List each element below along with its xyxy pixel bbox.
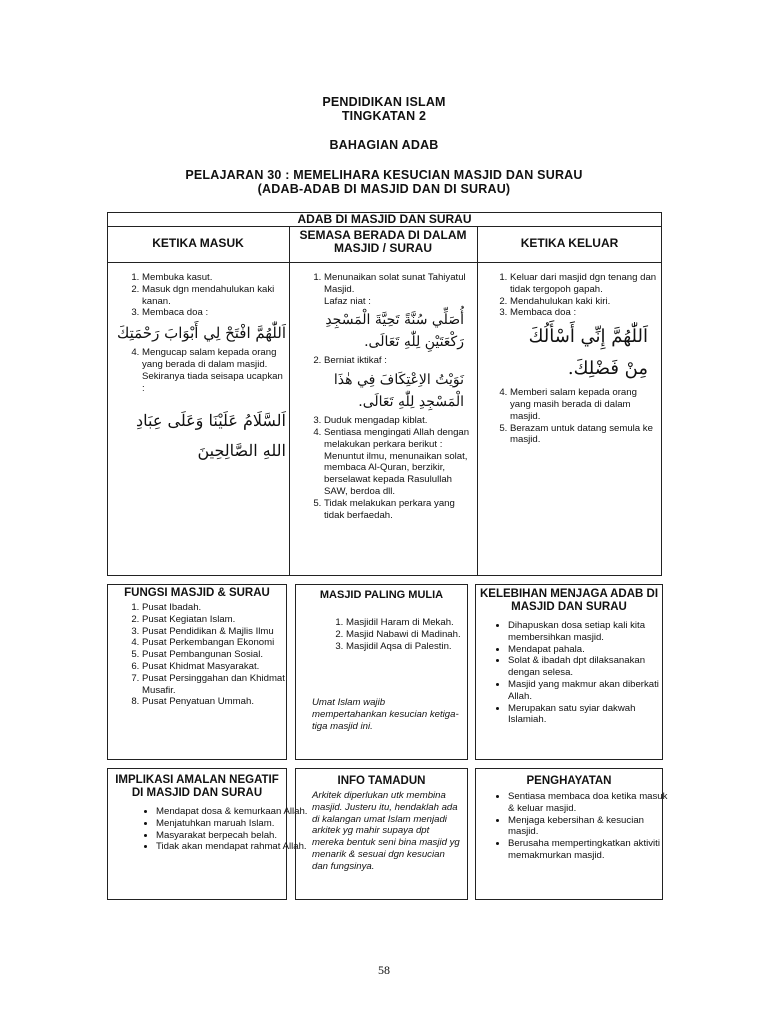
list-item: 2. Pusat Kegiatan Islam. (142, 614, 318, 626)
list-item: 1. Keluar dari masjid dgn tenang dan tidak tergopoh gapah. (510, 272, 660, 296)
page-number: 58 (378, 963, 390, 977)
list-item: 3. Membaca doa : (510, 307, 660, 319)
list-item: 3. Duduk mengadap kiblat. (324, 415, 474, 427)
section-title: BAHAGIAN ADAB (329, 138, 439, 152)
list-item: 5. Tidak melakukan perkara yang tidak berfaedah. (324, 498, 474, 522)
tamadun-title: INFO TAMADUN (337, 775, 426, 787)
box-masjid-paling-mulia (295, 584, 468, 760)
arabic-doa-keluar: اَللّٰهُمَّ إِنِّي أَسْأَلُكَ مِنْ فَضْلِكَ. (528, 326, 648, 380)
list-item: 1. Masjidil Haram di Mekah. (346, 617, 496, 629)
column-masuk (108, 272, 286, 468)
list-item: • Sentiasa membaca doa ketika masuk & keluar masjid. (508, 791, 676, 815)
list-item: 2. Masuk dgn mendahulukan kaki kanan. (142, 284, 286, 308)
column-berada (290, 272, 474, 521)
list-item: • Dihapuskan dosa setiap kali kita membersihkan masjid. (508, 620, 670, 644)
subject-title: PENDIDIKAN ISLAM (322, 95, 446, 109)
heading-ketika-keluar: KETIKA KELUAR (520, 236, 619, 250)
penghayatan-title: PENGHAYATAN (526, 775, 612, 787)
list-item: 4. Pusat Perkembangan Ekonomi (142, 637, 318, 649)
list-item: 3. Masjidil Aqsa di Palestin. (346, 641, 496, 653)
box-kelebihan (475, 584, 663, 760)
lesson-subtitle: (ADAB-ADAB DI MASJID DAN DI SURAU) (257, 182, 511, 196)
heading-ketika-masuk: KETIKA MASUK (152, 236, 244, 250)
zikir-detail: Menuntut ilmu, menunaikan solat, membaca Al-Quran, berzikir, berselawat kepada Rasulullah SAW, berdoa dll. (324, 450, 468, 497)
list-item: • Berusaha mempertingkatkan aktiviti memakmurkan masjid. (508, 838, 676, 862)
list-item: • Masjid yang makmur akan diberkati Allah. (508, 679, 670, 703)
main-table-title: ADAB DI MASJID DAN SURAU (297, 212, 472, 226)
list-item: 6. Pusat Khidmat Masyarakat. (142, 661, 318, 673)
kelebihan-title: KELEBIHAN MENJAGA ADAB DI MASJID DAN SURAU (479, 588, 659, 613)
arabic-doa-masuk: اَللّٰهُمَّ افْتَحْ لِي أَبْوَابَ رَحْمَتِكَ (116, 324, 286, 343)
list-item: 2. Masjid Nabawi di Madinah. (346, 629, 496, 641)
lafaz-niat-label: Lafaz niat : (324, 295, 371, 307)
list-item: 2. Mendahulukan kaki kiri. (510, 296, 660, 308)
list-item: 8. Pusat Penyatuan Ummah. (142, 696, 318, 708)
list-item: 3. Membaca doa : (142, 307, 286, 319)
box-penghayatan (475, 768, 668, 900)
arabic-niat-iktikaf: نَوَيْتُ الاِعْتِكَافَ فِي هٰذَا الْمَسْجِدِ لِلّٰهِ تَعَالَى. (333, 372, 464, 411)
list-item: 2. Berniat iktikaf : (324, 355, 474, 367)
form-title: TINGKATAN 2 (341, 109, 427, 123)
list-item: 7. Pusat Persinggahan dan Khidmat Musafir. (142, 673, 318, 697)
list-item: 3. Pusat Pendidikan & Majlis Ilmu (142, 626, 318, 638)
tamadun-text: Arkitek diperlukan utk membina masjid. Justeru itu, hendaklah ada di kalangan umat Islam menjadi arkitek yg mahir supaya dpt mereka bentuk seni bina masjid yg menarik & sesuai dgn kesucian dan fungsinya. (312, 790, 460, 872)
lesson-title: PELAJARAN 30 : MEMELIHARA KESUCIAN MASJID DAN SURAU (185, 168, 583, 182)
list-item: • Mendapat dosa & kemurkaan Allah. (156, 806, 316, 818)
arabic-niat-tahiyat: أُصَلِّي سُنَّةً تَحِيَّةَ الْمَسْجِدِ رَكْعَتَيْنِ لِلّٰهِ تَعَالَى. (325, 312, 464, 351)
list-item: • Menjatuhkan maruah Islam. (156, 818, 316, 830)
list-item: • Solat & ibadah dpt dilaksanakan dengan selesa. (508, 655, 670, 679)
list-item: • Masyarakat berpecah belah. (156, 830, 316, 842)
list-item: 5. Pusat Pembangunan Sosial. (142, 649, 318, 661)
box-fungsi (107, 584, 287, 760)
list-item: • Merupakan satu syiar dakwah Islamiah. (508, 703, 670, 727)
arabic-salam: اَلسَّلَامُ عَلَيْنَا وَعَلَى عِبَادِ اللهِ الصَّالِحِينَ (136, 411, 286, 461)
implikasi-title: IMPLIKASI AMALAN NEGATIF DI MASJID DAN SURAU (115, 774, 279, 799)
list-item: • Mendapat pahala. (508, 644, 670, 656)
list-item: • Tidak akan mendapat rahmat Allah. (156, 841, 316, 853)
list-item: 4. Memberi salam kepada orang yang masih berada di dalam masjid. (510, 387, 660, 422)
mulia-note: Umat Islam wajib mempertahankan kesucian ketiga-tiga masjid ini. (312, 697, 459, 732)
column-keluar (480, 272, 660, 446)
mulia-title: MASJID PALING MULIA (319, 589, 444, 601)
heading-semasa-berada: SEMASA BERADA DI DALAM MASJID / SURAU (299, 228, 467, 255)
fungsi-title: FUNGSI MASJID & SURAU (124, 587, 270, 599)
box-info-tamadun (295, 768, 468, 900)
box-implikasi (107, 768, 308, 900)
list-item: 4. Sentiasa mengingati Allah dengan melakukan perkara berikut : (324, 427, 474, 451)
list-item: 4. Mengucap salam kepada orang yang berada di dalam masjid. Sekiranya tiada seisapa ucapkan : (142, 347, 286, 394)
list-item: 5. Berazam untuk datang semula ke masjid. (510, 423, 660, 447)
list-item: 1. Pusat Ibadah. (142, 602, 318, 614)
list-item: 1. Membuka kasut. (142, 272, 286, 284)
list-item: 1. Menunaikan solat sunat Tahiyatul Masjid. (324, 272, 474, 296)
list-item: • Menjaga kebersihan & kesucian masjid. (508, 815, 676, 839)
